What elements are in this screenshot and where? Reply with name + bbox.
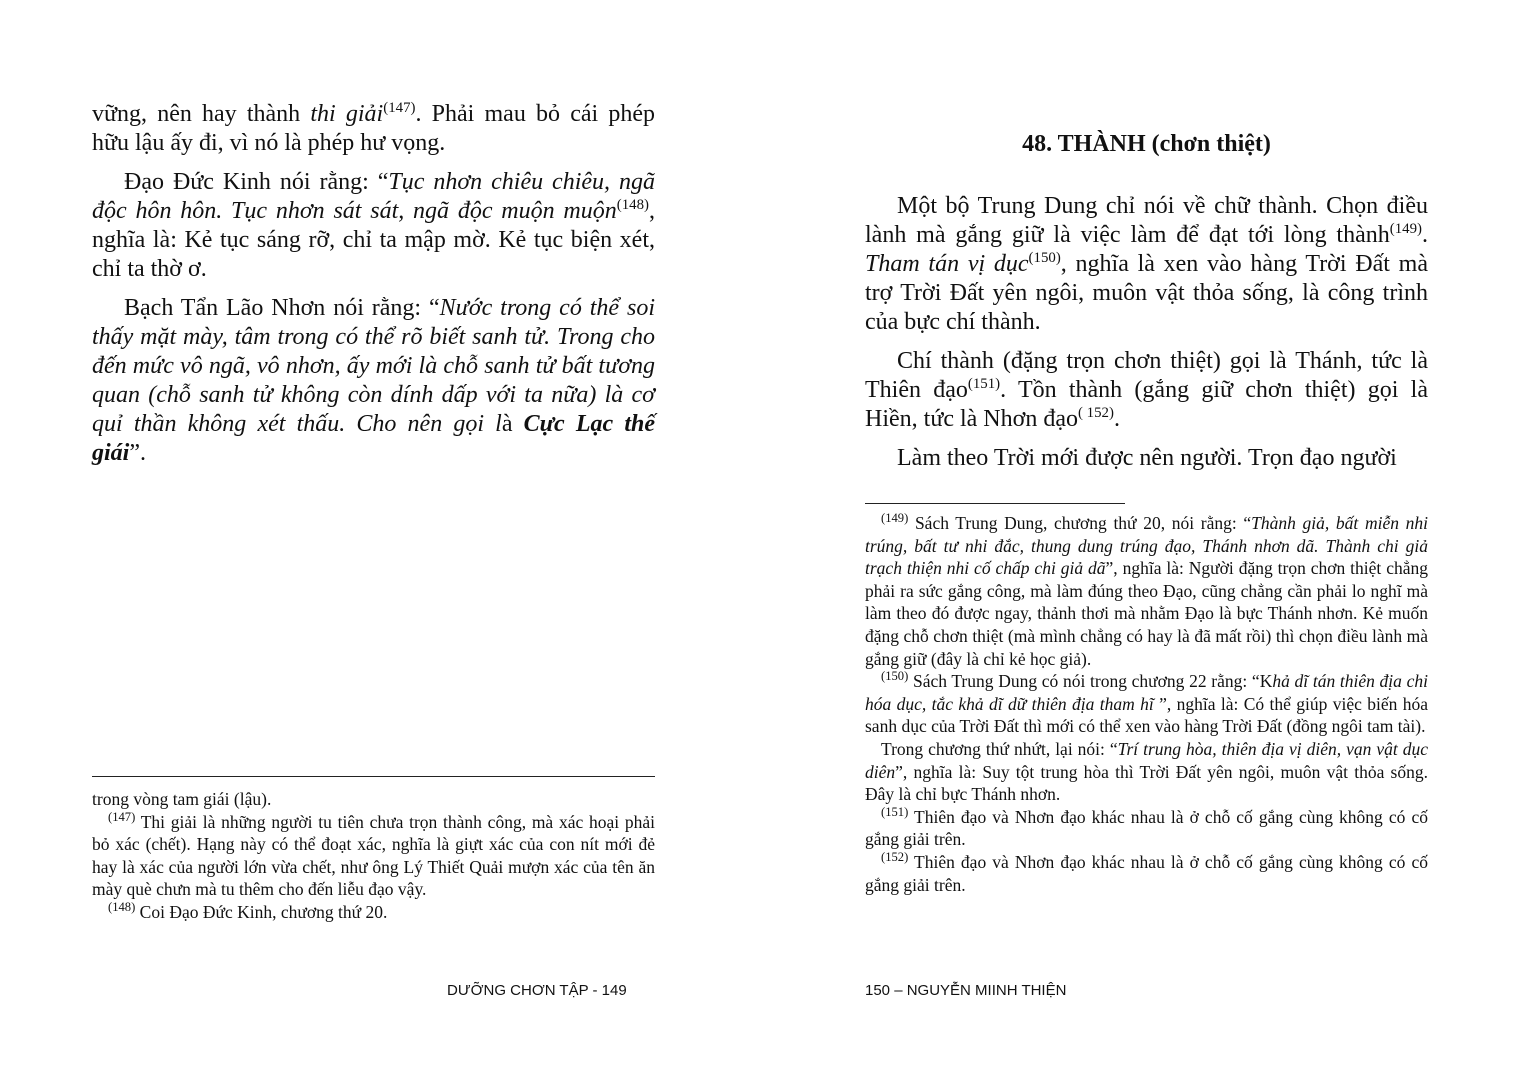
right-paragraph-2: Chí thành (đặng trọn chơn thiệt) gọi là Thánh, tức là Thiên đạo$^{(151)}$. Tồn thành (gắng giữ chơn thiệt) gọi là Hiền, tức là Nhơn đạo$^{( 152)}$. [865, 348, 1428, 432]
footnote-151: $^{(151)}$ Thiên đạo và Nhơn đạo khác nhau là ở chỗ cố gắng cùng không có cố gắng giải trên. [865, 804, 1428, 850]
footnote-continuation: trong vòng tam giái (lậu). [92, 789, 272, 809]
footnote-ref-147: (147) [383, 100, 416, 116]
right-paragraph-1: Một bộ Trung Dung chỉ nói về chữ thành. Chọn điều lành mà gắng giữ là việc làm để đạt tới lòng thành$^{(149)}$. Tham tán vị dục$^{(150)}$, nghĩa là xen vào hàng Trời Đất mà trợ Trời Đất yên ngôi, muôn vật thỏa sống, là công trình của bực chí thành. [865, 193, 1428, 335]
left-page [92, 0, 655, 1076]
footnote-150: $^{(150)}$ Sách Trung Dung có nói trong chương 22 rằng: “Khả dĩ tán thiên địa chi hóa dục, tắc khả dĩ dữ thiên địa tham hĩ ”, nghĩa là: Có thể giúp việc biến hóa sanh dục của Trời Đất thì mới có thể xen vào hàng Trời Đất (đồng ngôi tam tài). [865, 669, 1428, 737]
footnote-150-continued: Trong chương thứ nhứt, lại nói: “Trí trung hòa, thiên địa vị diên, vạn vật dục diên”, nghĩa là: Suy tột trung hòa thì Trời Đất yên ngôi, muôn vật thỏa sống. Đây là chỉ bực Thánh nhơn. [865, 738, 1428, 805]
footnote-ref-151: (151) [967, 376, 1001, 392]
footnote-ref-149: (149) [1389, 221, 1422, 237]
left-paragraph-1: vững, nên hay thành thi giải$^{(147)}$. Phải mau bỏ cái phép hữu lậu ấy đi, vì nó là phép hư vọng. [92, 100, 655, 156]
left-body-text [92, 100, 655, 478]
left-footnotes [92, 788, 655, 924]
footnote-ref-152: ( 152) [1077, 405, 1114, 421]
footnote-149: $^{(149)}$ Sách Trung Dung, chương thứ 20, nói rằng: “Thành giả, bất miễn nhi trúng, bất tư nhi đắc, thung dung trúng đạo, Thánh nhơn dã. Thành chi giả trạch thiện nhi cố chấp chi giả dã”, nghĩa là: Người đặng trọn chơn thiệt chẳng phải ra sức gắng công, mà làm đúng theo Đạo, cũng chẳng cần phải lo nghĩ mà làm theo đó được ngay, thảnh thơi mà nhằm Đạo là bực Thánh nhơn. Kẻ muốn đặng chỗ chơn thiệt (mà mình chẳng có hay là đã mất rồi) thì chọn điều lành mà gắng giữ (đây là chỉ kẻ học giả). [865, 511, 1428, 669]
left-page-footer: DƯỠNG CHƠN TẬP - 149 [447, 982, 627, 999]
footnote-ref-150: (150) [1028, 250, 1061, 266]
right-body-text [865, 192, 1428, 483]
right-paragraph-3: Làm theo Trời mới được nên người. Trọn đạo người [897, 445, 1397, 471]
footnote-148: $^{(148)}$ Coi Đạo Đức Kinh, chương thứ 20. [108, 900, 388, 922]
chapter-title: 48. THÀNH (chơn thiệt) [1022, 131, 1271, 157]
left-paragraph-2: Đạo Đức Kinh nói rằng: “Tục nhơn chiêu chiêu, ngã độc hôn hôn. Tục nhơn sát sát, ngã độc muộn muộn$^{(148)}$, nghĩa là: Kẻ tục sáng rỡ, chỉ ta mập mờ. Kẻ tục biện xét, chỉ ta thờ ơ. [92, 169, 655, 282]
right-page-footer: 150 – NGUYỄN MIINH THIỆN [865, 982, 1067, 999]
left-paragraph-3: Bạch Tẩn Lão Nhơn nói rằng: “Nước trong có thể soi thấy mặt mày, tâm trong có thể rõ biết sanh tử. Trong cho đến mức vô ngã, vô nhơn, ấy mới là chỗ sanh tử bất tương quan (chỗ sanh tử không còn dính dấp với ta nữa) là cơ quỉ thần không xét thấu. Cho nên gọi là Cực Lạc thế giái”. [92, 295, 655, 466]
footnote-ref-148: (148) [616, 197, 649, 213]
right-footnote-divider [865, 503, 1125, 504]
right-page [865, 0, 1428, 1076]
footnote-152: $^{(152)}$ Thiên đạo và Nhơn đạo khác nhau là ở chỗ cố gắng cùng không có cố gắng giải trên. [865, 850, 1428, 895]
footnote-147: $^{(147)}$ Thi giải là những người tu tiên chưa trọn thành công, mà xác hoại phải bỏ xác (chết). Hạng này có thể đoạt xác, nghĩa là giựt xác của con nít mới đẻ hay là xác của người lớn vừa chết, như ông Lý Thiết Quải mượn xác của tên ăn mày què chưn mà tu thêm cho đến liễu đạo vậy. [92, 809, 655, 900]
left-footnote-divider [92, 776, 655, 777]
right-footnotes [865, 512, 1428, 896]
